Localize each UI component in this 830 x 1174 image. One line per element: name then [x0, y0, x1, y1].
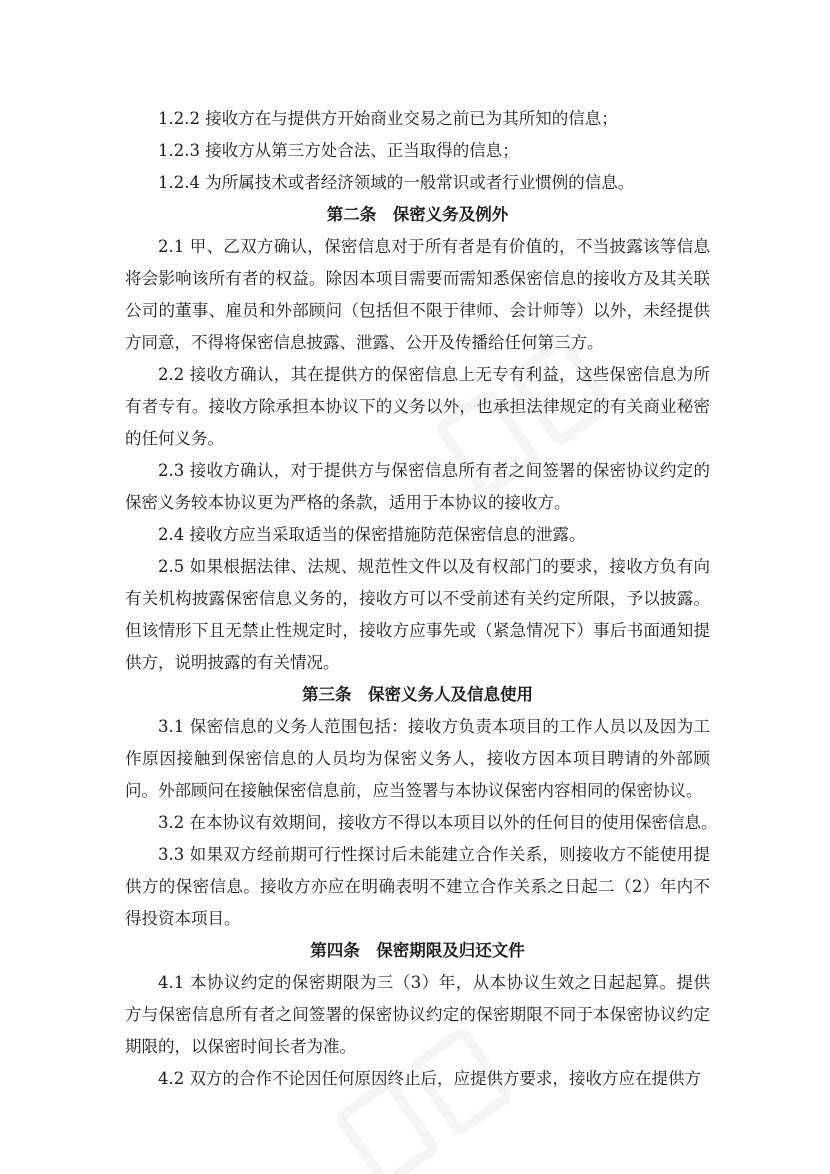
clause-2-3: 2.3 接收方确认，对于提供方与保密信息所有者之间签署的保密协议约定的保密义务较本协议更为严格的条款，适用于本协议的接收方。 [125, 461, 710, 512]
clause-1-2-3: 1.2.3 接收方从第三方处合法、正当取得的信息； [158, 141, 519, 160]
clause-2-2: 2.2 接收方确认，其在提供方的保密信息上无专有利益，这些保密信息为所有者专有。接收方除承担本协议下的义务以外，也承担法律规定的有关商业秘密的任何义务。 [125, 365, 710, 448]
clause-4-1: 4.1 本协议约定的保密期限为三（3）年，从本协议生效之日起起算。提供方与保密信息所有者之间签署的保密协议约定的保密期限不同于本保密协议约定期限的，以保密时间长者为准。 [125, 973, 710, 1056]
article-2-heading: 第二条 保密义务及例外 [326, 205, 509, 224]
clause-2-4: 2.4 接收方应当采取适当的保密措施防范保密信息的泄露。 [158, 525, 586, 544]
article-4-heading: 第四条 保密期限及归还文件 [310, 941, 525, 960]
clause-3-1: 3.1 保密信息的义务人范围包括：接收方负责本项目的工作人员以及因为工作原因接触到保密信息的人员均为保密义务人，接收方因本项目聘请的外部顾问。外部顾问在接触保密信息前，应当签署与本协议保密内容相同的保密协议。 [125, 717, 710, 800]
article-3-heading: 第三条 保密义务人及信息使用 [302, 685, 533, 704]
clause-3-3: 3.3 如果双方经前期可行性探讨后未能建立合作关系，则接收方不能使用提供方的保密信息。接收方亦应在明确表明不建立合作关系之日起二（2）年内不得投资本项目。 [125, 845, 710, 928]
clause-1-2-2: 1.2.2 接收方在与提供方开始商业交易之前已为其所知的信息； [158, 109, 618, 128]
document-body [125, 103, 718, 1095]
clause-2-5: 2.5 如果根据法律、法规、规范性文件以及有权部门的要求，接收方负有向有关机构披露保密信息义务的，接收方可以不受前述有关约定所限，予以披露。但该情形下且无禁止性规定时，接收方应事先或（紧急情况下）事后书面通知提供方，说明披露的有关情况。 [125, 557, 710, 672]
clause-2-1: 2.1 甲、乙双方确认，保密信息对于所有者是有价值的，不当披露该等信息将会影响该所有者的权益。除因本项目需要而需知悉保密信息的接收方及其关联公司的董事、雇员和外部顾问（包括但不限于律师、会计师等）以外，未经提供方同意，不得将保密信息披露、泄露、公开及传播给任何第三方。 [125, 237, 710, 352]
clause-3-2: 3.2 在本协议有效期间，接收方不得以本项目以外的任何目的使用保密信息。 [158, 813, 718, 832]
clause-1-2-4: 1.2.4 为所属技术或者经济领域的一般常识或者行业惯例的信息。 [158, 173, 635, 192]
clause-4-2: 4.2 双方的合作不论因任何原因终止后，应提供方要求，接收方应在提供方 [158, 1069, 701, 1088]
